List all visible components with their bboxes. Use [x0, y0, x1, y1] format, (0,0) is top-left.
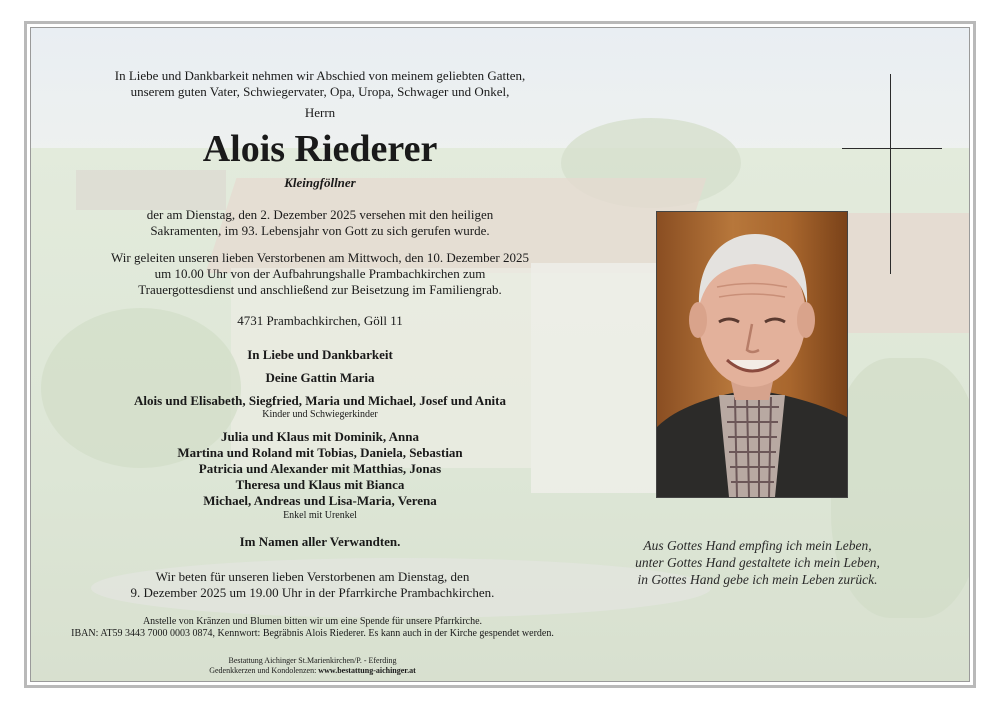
deceased-name: Alois Riederer [202, 128, 438, 170]
funeral-line-2: um 10.00 Uhr von der Aufbahrungshalle Prambachkirchen zum [154, 266, 486, 281]
quote-line-3: in Gottes Hand gebe ich mein Leben zurück. [637, 572, 878, 587]
quote-line-1: Aus Gottes Hand empfing ich mein Leben, [643, 538, 872, 553]
prayer-line-1: Wir beten für unseren lieben Verstorbenen am Dienstag, den [155, 569, 470, 584]
grandchildren-line: Theresa und Klaus mit Bianca [235, 477, 405, 492]
relatives-line: Im Namen aller Verwandten. [239, 534, 401, 549]
funeral-line-3: Trauergottesdienst und anschließend zur Beisetzung im Familiengrab. [138, 282, 502, 297]
quote-line-2: unter Gottes Hand gestaltete ich mein Leben, [635, 555, 880, 570]
donation-line-2: IBAN: AT59 3443 7000 0003 0874, Kennwort: Begräbnis Alois Riederer. Es kann auch in der Kirche gespendet werden. [71, 628, 554, 639]
deceased-nickname: Kleingföllner [284, 175, 356, 190]
cross-icon [890, 74, 891, 274]
mourners-heading: In Liebe und Dankbarkeit [247, 347, 393, 362]
grandchildren-line: Julia und Klaus mit Dominik, Anna [221, 429, 419, 444]
salutation: Herrn [304, 105, 336, 120]
address: 4731 Prambachkirchen, Göll 11 [237, 313, 403, 328]
mourners-wife: Deine Gattin Maria [265, 370, 375, 385]
intro-line-2: unserem guten Vater, Schwiegervater, Opa, Uropa, Schwager und Onkel, [130, 84, 510, 99]
grandchildren-label: Enkel mit Urenkel [283, 510, 357, 521]
portrait-photo [656, 211, 848, 498]
grandchildren-line: Martina und Roland mit Tobias, Daniela, Sebastian [177, 445, 463, 460]
footer-website-link[interactable]: www.bestattung-aichinger.at [318, 666, 416, 675]
prayer-line-2: 9. Dezember 2025 um 19.00 Uhr in der Pfarrkirche Prambachkirchen. [130, 585, 495, 600]
death-line-1: der am Dienstag, den 2. Dezember 2025 versehen mit den heiligen [146, 207, 494, 222]
intro-line-1: In Liebe und Dankbarkeit nehmen wir Abschied von meinem geliebten Gatten, [114, 68, 526, 83]
funeral-line-1: Wir geleiten unseren lieben Verstorbenen am Mittwoch, den 10. Dezember 2025 [111, 250, 529, 265]
grandchildren-line: Patricia und Alexander mit Matthias, Jonas [198, 461, 442, 476]
footer-line-2 [30, 666, 595, 676]
footer-line-1: Bestattung Aichinger St.Marienkirchen/P. - Eferding [228, 656, 397, 665]
mourners-children: Alois und Elisabeth, Siegfried, Maria und Michael, Josef und Anita [134, 393, 506, 408]
footer-label: Gedenkkerzen und Kondolenzen: [209, 666, 319, 675]
grandchildren-line: Michael, Andreas und Lisa-Maria, Verena [203, 493, 437, 508]
death-line-2: Sakramenten, im 93. Lebensjahr von Gott zu sich gerufen wurde. [150, 223, 490, 238]
donation-line-1: Anstelle von Kränzen und Blumen bitten wir um eine Spende für unsere Pfarrkirche. [142, 616, 483, 627]
children-label: Kinder und Schwiegerkinder [262, 409, 378, 420]
cross-icon-bar [842, 148, 942, 149]
